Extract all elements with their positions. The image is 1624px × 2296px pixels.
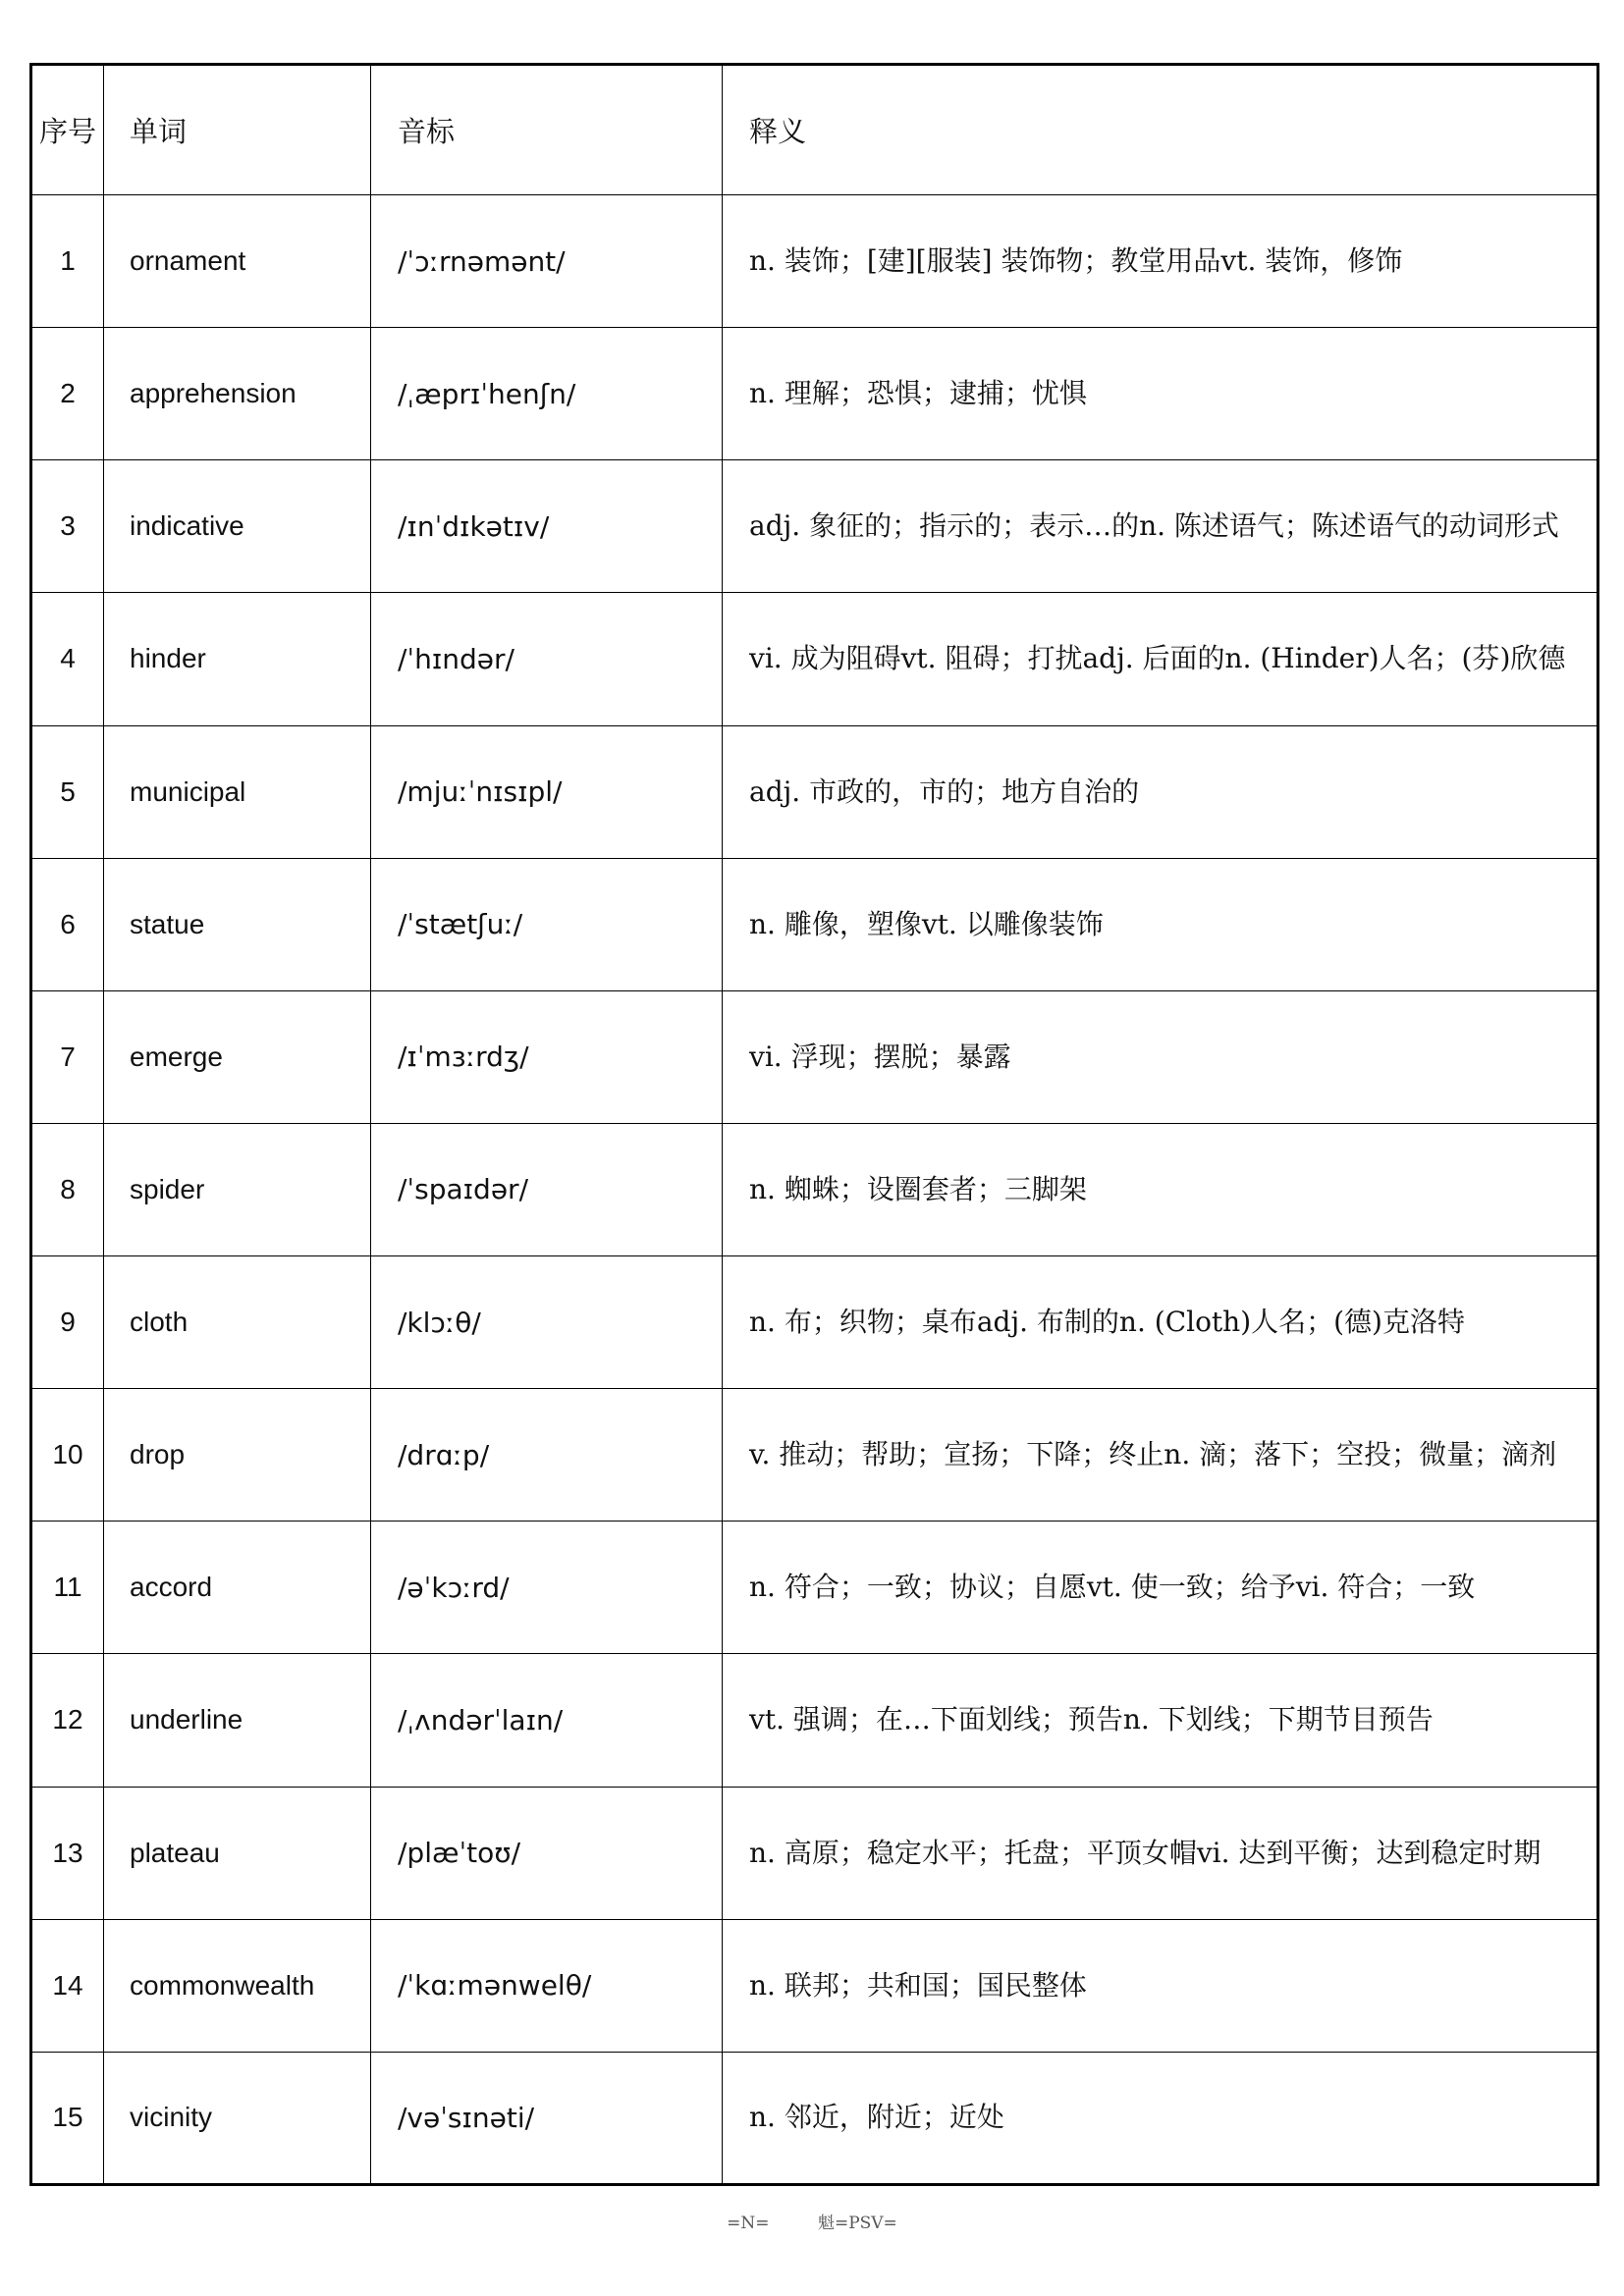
- row-definition: n. 高原；稳定水平；托盘；平顶女帽vi. 达到平衡；达到稳定时期: [723, 1787, 1598, 1919]
- table-row: [31, 1919, 1598, 2052]
- table-row: [31, 593, 1598, 725]
- row-number: 7: [31, 990, 104, 1123]
- row-phonetic: /ˈhɪndər/: [371, 593, 723, 725]
- row-definition: n. 布；织物；桌布adj. 布制的n. (Cloth)人名；(德)克洛特: [723, 1256, 1598, 1389]
- row-definition: n. 理解；恐惧；逮捕；忧惧: [723, 328, 1598, 460]
- footer-left-text: =N=: [727, 2214, 770, 2233]
- table-row: [31, 1256, 1598, 1389]
- row-word: drop: [104, 1389, 371, 1522]
- row-definition: vt. 强调；在…下面划线；预告n. 下划线；下期节目预告: [723, 1654, 1598, 1787]
- row-number: 14: [31, 1919, 104, 2052]
- table-row: [31, 990, 1598, 1123]
- row-number: 1: [31, 195, 104, 328]
- row-word: cloth: [104, 1256, 371, 1389]
- table-row: [31, 1389, 1598, 1522]
- row-word: underline: [104, 1654, 371, 1787]
- row-word: commonwealth: [104, 1919, 371, 2052]
- row-phonetic: /klɔːθ/: [371, 1256, 723, 1389]
- row-phonetic: /ˌæprɪˈhenʃn/: [371, 328, 723, 460]
- row-number: 3: [31, 460, 104, 593]
- row-word: emerge: [104, 990, 371, 1123]
- header-definition: 释义: [723, 65, 1598, 195]
- row-phonetic: /vəˈsɪnəti/: [371, 2052, 723, 2184]
- row-definition: n. 蜘蛛；设圈套者；三脚架: [723, 1123, 1598, 1255]
- row-definition: adj. 象征的；指示的；表示…的n. 陈述语气；陈述语气的动词形式: [723, 460, 1598, 593]
- row-phonetic: /ɪnˈdɪkətɪv/: [371, 460, 723, 593]
- row-number: 4: [31, 593, 104, 725]
- row-word: spider: [104, 1123, 371, 1255]
- row-number: 10: [31, 1389, 104, 1522]
- row-number: 15: [31, 2052, 104, 2184]
- row-number: 6: [31, 858, 104, 990]
- row-definition: n. 装饰；[建][服装] 装饰物；教堂用品vt. 装饰，修饰: [723, 195, 1598, 328]
- table-row: [31, 1654, 1598, 1787]
- row-word: hinder: [104, 593, 371, 725]
- row-definition: adj. 市政的，市的；地方自治的: [723, 725, 1598, 858]
- table-row: [31, 1123, 1598, 1255]
- table-row: [31, 2052, 1598, 2184]
- row-word: vicinity: [104, 2052, 371, 2184]
- row-number: 9: [31, 1256, 104, 1389]
- row-number: 13: [31, 1787, 104, 1919]
- footer-right-text: 魁=PSV=: [817, 2214, 897, 2233]
- row-phonetic: /ˈɔːrnəmənt/: [371, 195, 723, 328]
- row-phonetic: /əˈkɔːrd/: [371, 1522, 723, 1654]
- row-phonetic: /ˈspaɪdər/: [371, 1123, 723, 1255]
- row-word: accord: [104, 1522, 371, 1654]
- table-row: [31, 858, 1598, 990]
- row-word: apprehension: [104, 328, 371, 460]
- row-phonetic: /ˌʌndərˈlaɪn/: [371, 1654, 723, 1787]
- table-header-row: [31, 65, 1598, 195]
- row-number: 12: [31, 1654, 104, 1787]
- row-word: indicative: [104, 460, 371, 593]
- header-word: 单词: [104, 65, 371, 195]
- row-number: 2: [31, 328, 104, 460]
- row-definition: v. 推动；帮助；宣扬；下降；终止n. 滴；落下；空投；微量；滴剂: [723, 1389, 1598, 1522]
- table-row: [31, 1522, 1598, 1654]
- row-definition: n. 雕像，塑像vt. 以雕像装饰: [723, 858, 1598, 990]
- row-number: 11: [31, 1522, 104, 1654]
- row-definition: vi. 成为阻碍vt. 阻碍；打扰adj. 后面的n. (Hinder)人名；(芬)欣德: [723, 593, 1598, 725]
- row-definition: n. 邻近，附近；近处: [723, 2052, 1598, 2184]
- row-word: plateau: [104, 1787, 371, 1919]
- table-row: [31, 195, 1598, 328]
- header-phonetic: 音标: [371, 65, 723, 195]
- row-phonetic: /drɑːp/: [371, 1389, 723, 1522]
- row-word: municipal: [104, 725, 371, 858]
- row-word: ornament: [104, 195, 371, 328]
- row-word: statue: [104, 858, 371, 990]
- vocabulary-table: [29, 63, 1599, 2186]
- row-number: 5: [31, 725, 104, 858]
- row-definition: n. 符合；一致；协议；自愿vt. 使一致；给予vi. 符合；一致: [723, 1522, 1598, 1654]
- row-phonetic: /plæˈtoʊ/: [371, 1787, 723, 1919]
- row-definition: vi. 浮现；摆脱；暴露: [723, 990, 1598, 1123]
- table-body: [31, 195, 1598, 2185]
- header-number: 序号: [31, 65, 104, 195]
- row-phonetic: /ɪˈmɜːrdʒ/: [371, 990, 723, 1123]
- row-phonetic: /ˈkɑːmənwelθ/: [371, 1919, 723, 2052]
- table-row: [31, 328, 1598, 460]
- row-definition: n. 联邦；共和国；国民整体: [723, 1919, 1598, 2052]
- table-row: [31, 460, 1598, 593]
- page-footer: [0, 2209, 1624, 2233]
- table-row: [31, 1787, 1598, 1919]
- table-row: [31, 725, 1598, 858]
- row-number: 8: [31, 1123, 104, 1255]
- row-phonetic: /mjuːˈnɪsɪpl/: [371, 725, 723, 858]
- row-phonetic: /ˈstætʃuː/: [371, 858, 723, 990]
